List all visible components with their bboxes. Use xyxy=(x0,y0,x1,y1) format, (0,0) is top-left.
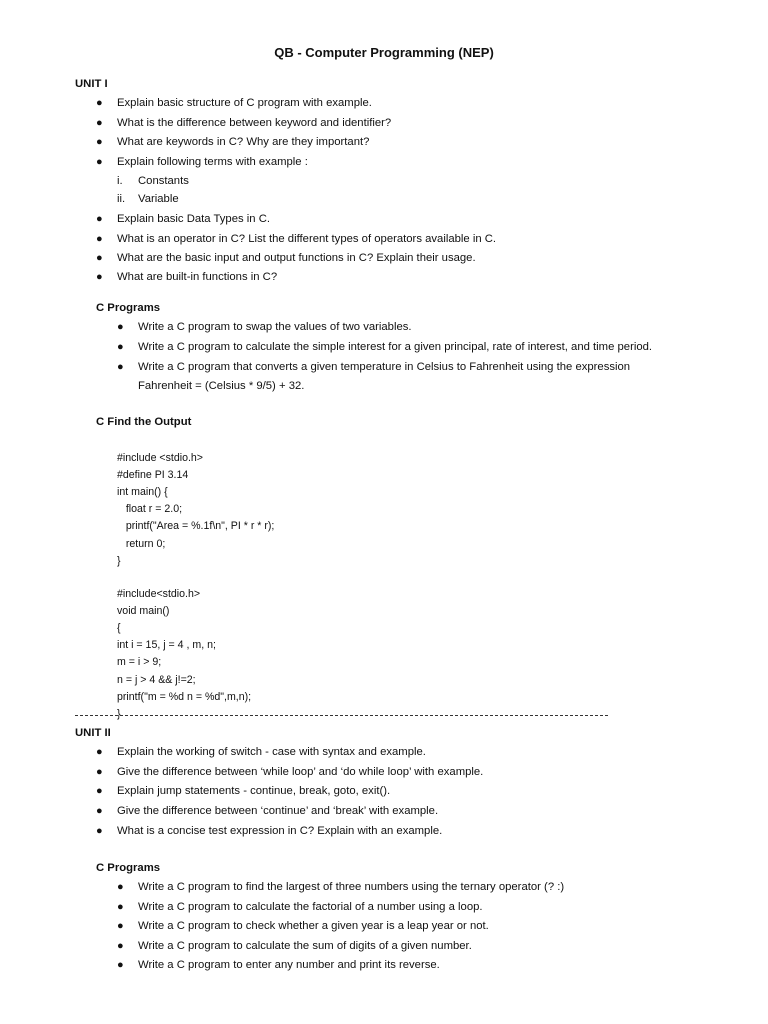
code-line: #define PI 3.14 xyxy=(117,469,189,482)
sub-list-item: i. Constants xyxy=(117,175,189,187)
programs-heading: C Programs xyxy=(96,302,161,314)
list-item: ● What is a concise test expression in C? Explain with an example. xyxy=(96,825,443,837)
code-line: m = i > 9; xyxy=(117,656,162,669)
list-item: ● Write a C program to calculate the simple interest for a given principal, rate of interest, and time period. xyxy=(117,341,653,353)
list-item: ● Explain jump statements - continue, break, goto, exit(). xyxy=(96,785,391,797)
list-item: ● Write a C program to calculate the sum of digits of a given number. xyxy=(117,940,472,952)
bullet-icon: ● xyxy=(96,233,103,245)
list-item: ● Explain the working of switch - case with syntax and example. xyxy=(96,746,426,758)
bullet-icon: ● xyxy=(117,321,124,333)
bullet-icon: ● xyxy=(96,213,103,225)
bullet-icon: ● xyxy=(96,271,103,283)
sub-list-item: ii. Variable xyxy=(117,193,179,205)
bullet-icon: ● xyxy=(117,881,124,893)
bullet-icon: ● xyxy=(96,746,103,758)
code-block-2 xyxy=(117,569,251,757)
code-line: printf("m = %d n = %d",m,n); xyxy=(117,690,252,703)
code-line: { xyxy=(117,622,121,635)
code-line: } xyxy=(117,707,121,720)
list-item: ● What are built-in functions in C? xyxy=(96,271,278,283)
list-item: ● Explain following terms with example : xyxy=(96,156,308,168)
code-line: } xyxy=(117,554,121,567)
code-line: void main() xyxy=(117,605,170,618)
bullet-icon: ● xyxy=(96,766,103,778)
unit-2-heading: UNIT II xyxy=(75,727,111,739)
list-item: ● Write a C program to check whether a given year is a leap year or not. xyxy=(117,920,489,932)
list-item: ● What is an operator in C? List the different types of operators available in C. xyxy=(96,233,497,245)
list-item: ● Write a C program to enter any number and print its reverse. xyxy=(117,959,440,971)
bullet-icon: ● xyxy=(117,959,124,971)
list-item: ● What are the basic input and output functions in C? Explain their usage. xyxy=(96,252,476,264)
list-item: ● Explain basic Data Types in C. xyxy=(96,213,271,225)
list-item: ● Write a C program to calculate the factorial of a number using a loop. xyxy=(117,901,483,913)
bullet-icon: ● xyxy=(96,252,103,264)
unit-1-heading: UNIT I xyxy=(75,78,108,90)
list-item: ● Write a C program that converts a given temperature in Celsius to Fahrenheit using the expression xyxy=(117,361,631,373)
code-line: printf("Area = %.1f\n", PI * r * r); xyxy=(117,520,275,533)
bullet-icon: ● xyxy=(117,920,124,932)
bullet-icon: ● xyxy=(117,341,124,353)
code-line: return 0; xyxy=(117,537,166,550)
programs-heading: C Programs xyxy=(96,862,161,874)
code-line: n = j > 4 && j!=2; xyxy=(117,673,196,686)
code-line: #include<stdio.h> xyxy=(117,588,201,601)
list-item: ● What is the difference between keyword and identifier? xyxy=(96,117,392,129)
output-heading: C Find the Output xyxy=(96,416,192,428)
bullet-icon: ● xyxy=(96,825,103,837)
bullet-icon: ● xyxy=(96,156,103,168)
list-item: ● What are keywords in C? Why are they important? xyxy=(96,136,370,148)
code-line: int i = 15, j = 4 , m, n; xyxy=(117,639,216,652)
list-item: ● Give the difference between ‘continue’ and ‘break’ with example. xyxy=(96,805,439,817)
code-line: #include <stdio.h> xyxy=(117,452,203,465)
code-line: int main() { xyxy=(117,486,168,499)
bullet-icon: ● xyxy=(117,901,124,913)
code-line: float r = 2.0; xyxy=(117,503,183,516)
bullet-icon: ● xyxy=(96,136,103,148)
page-title: QB - Computer Programming (NEP) xyxy=(274,45,494,60)
list-item: ● Give the difference between ‘while loop’ and ‘do while loop’ with example. xyxy=(96,766,484,778)
bullet-icon: ● xyxy=(96,805,103,817)
section-divider xyxy=(75,715,608,716)
program-continuation: Fahrenheit = (Celsius * 9/5) + 32. xyxy=(138,380,305,392)
bullet-icon: ● xyxy=(96,785,103,797)
list-item: ● Write a C program to find the largest of three numbers using the ternary operator (? :) xyxy=(117,881,565,893)
bullet-icon: ● xyxy=(117,940,124,952)
list-item: ● Write a C program to swap the values of two variables. xyxy=(117,321,412,333)
list-item: ● Explain basic structure of C program with example. xyxy=(96,97,372,109)
bullet-icon: ● xyxy=(117,361,124,373)
bullet-icon: ● xyxy=(96,117,103,129)
bullet-icon: ● xyxy=(96,97,103,109)
